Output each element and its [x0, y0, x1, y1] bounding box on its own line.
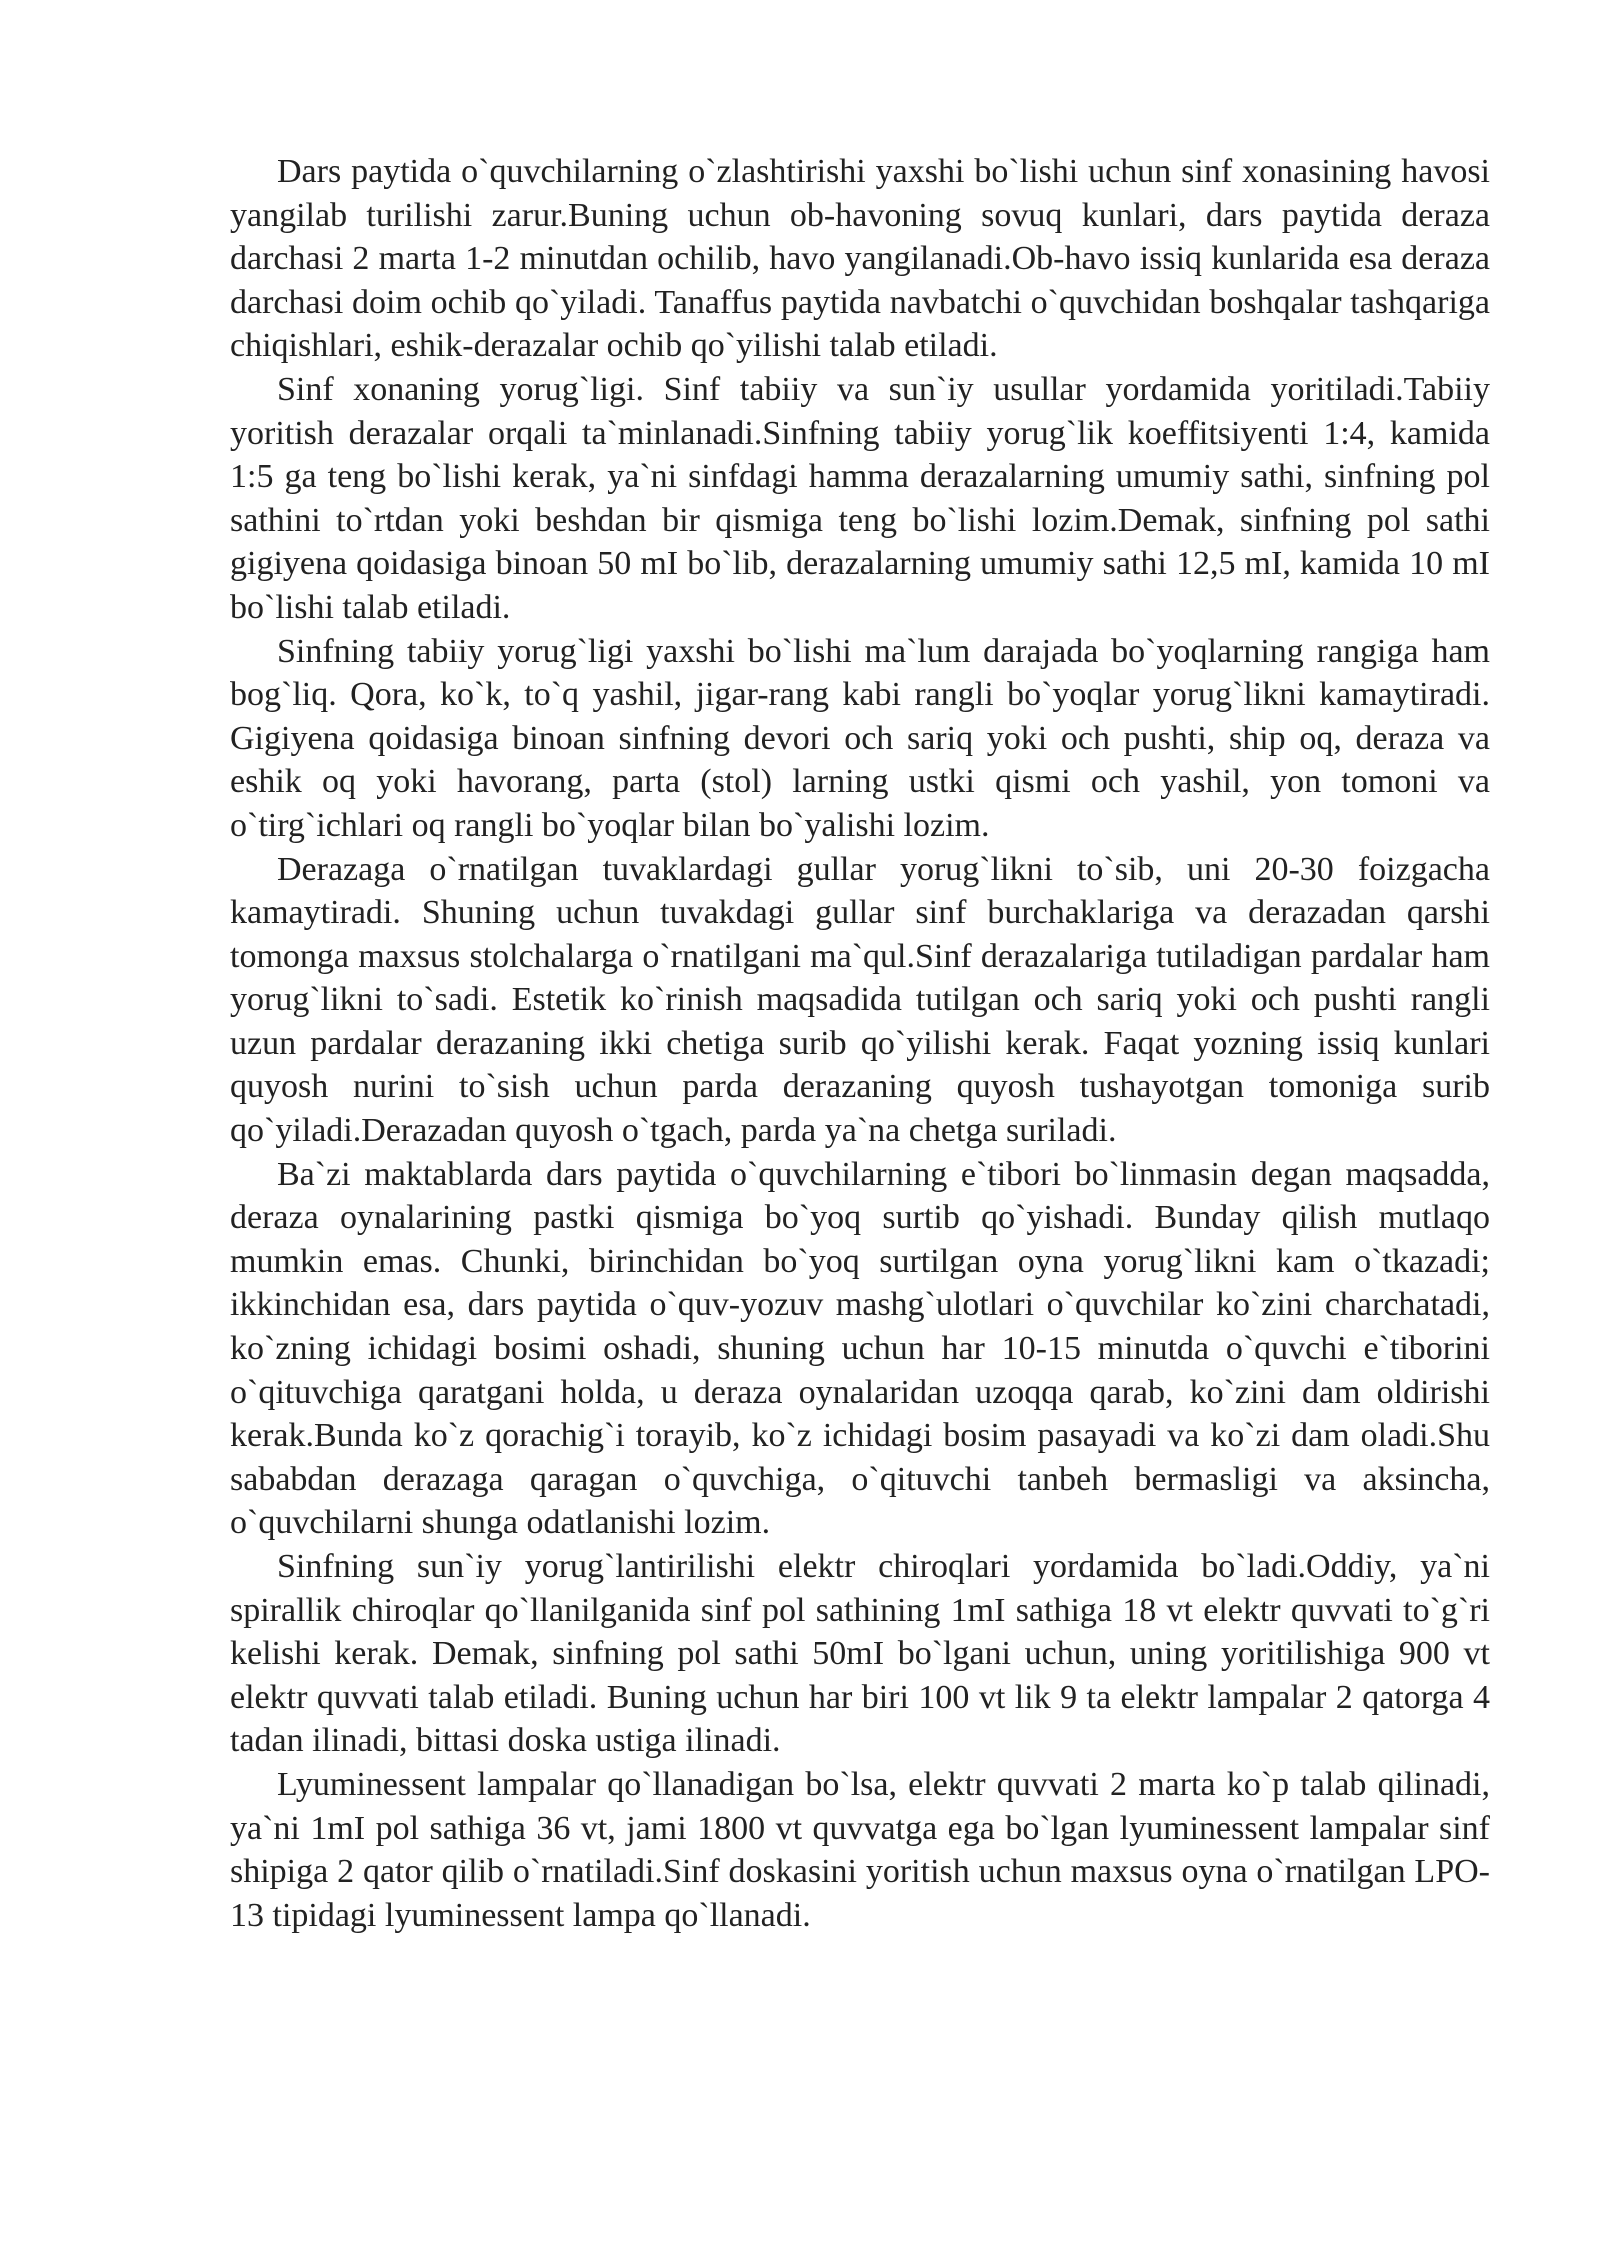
paragraph: Dars paytida o`quvchilarning o`zlashtirishi yaxshi bo`lishi uchun sinf xonasining havosi yangilab turilishi zarur.Buning uchun ob-havoning sovuq kunlari, dars paytida deraza darchasi 2 marta 1-2 minutdan ochilib, havo yangilanadi.Ob-havo issiq kunlarida esa deraza darchasi doim ochib qo`yiladi. Tanaffus paytida navbatchi o`quvchidan boshqalar tashqariga chiqishlari, eshik-derazalar ochib qo`yilishi talab etiladi. [230, 153, 1490, 365]
document-page [230, 150, 1490, 1937]
paragraph: Sinf xonaning yorug`ligi. Sinf tabiiy va sun`iy usullar yordamida yoritiladi.Tabiiy yoritish derazalar orqali ta`minlanadi.Sinfning tabiiy yorug`lik koeffitsiyenti 1:4, kamida 1:5 ga teng bo`lishi kerak, ya`ni sinfdagi hamma derazalarning umumiy sathi, sinfning pol sathini to`rtdan yoki beshdan bir qismiga teng bo`lishi lozim.Demak, sinfning pol sathi gigiyena qoidasiga binoan 50 mI bo`lib, derazalarning umumiy sathi 12,5 mI, kamida 10 mI bo`lishi talab etiladi. [230, 370, 1490, 626]
paragraph: Sinfning tabiiy yorug`ligi yaxshi bo`lishi ma`lum darajada bo`yoqlarning rangiga ham bog`liq. Qora, ko`k, to`q yashil, jigar-rang kabi rangli bo`yoqlar yorug`likni kamaytiradi. Gigiyena qoidasiga binoan sinfning devori och sariq yoki och pushti, ship oq, deraza va eshik oq yoki havorang, parta (stol) larning ustki qismi och yashil, yon tomoni va o`tirg`ichlari oq rangli bo`yoqlar bilan bo`yalishi lozim. [230, 632, 1490, 844]
paragraph: Lyuminessent lampalar qo`llanadigan bo`lsa, elektr quvvati 2 marta ko`p talab qilinadi, ya`ni 1mI pol sathiga 36 vt, jami 1800 vt quvvatga ega bo`lgan lyuminessent lampalar sinf shipiga 2 qator qilib o`rnatiladi.Sinf doskasini yoritish uchun maxsus oyna o`rnatilgan LPO-13 tipidagi lyuminessent lampa qo`llanadi. [230, 1765, 1490, 1934]
paragraph: Derazaga o`rnatilgan tuvaklardagi gullar yorug`likni to`sib, uni 20-30 foizgacha kamaytiradi. Shuning uchun tuvakdagi gullar sinf burchaklariga va derazadan qarshi tomonga maxsus stolchalarga o`rnatilgani ma`qul.Sinf derazalariga tutiladigan pardalar ham yorug`likni to`sadi. Estetik ko`rinish maqsadida tutilgan och sariq yoki och pushti rangli uzun pardalar derazaning ikki chetiga surib qo`yilishi kerak. Faqat yozning issiq kunlari quyosh nurini to`sish uchun parda derazaning quyosh tushayotgan tomoniga surib qo`yiladi.Derazadan quyosh o`tgach, parda ya`na chetga suriladi. [230, 850, 1490, 1150]
paragraph: Ba`zi maktablarda dars paytida o`quvchilarning e`tibori bo`linmasin degan maqsadda, deraza oynalarining pastki qismiga bo`yoq surtib qo`yishadi. Bunday qilish mutlaqo mumkin emas. Chunki, birinchidan bo`yoq surtilgan oyna yorug`likni kam o`tkazadi; ikkinchidan esa, dars paytida o`quv-yozuv mashg`ulotlari o`quvchilar ko`zini charchatadi, ko`zning ichidagi bosimi oshadi, shuning uchun har 10-15 minutda o`quvchi e`tiborini o`qituvchiga qaratgani holda, u deraza oynalaridan uzoqqa qarab, ko`zini dam oldirishi kerak.Bunda ko`z qorachig`i torayib, ko`z ichidagi bosim pasayadi va ko`zi dam oladi.Shu sababdan derazaga qaragan o`quvchiga, o`qituvchi tanbeh bermasligi va aksincha, o`quvchilarni shunga odatlanishi lozim. [230, 1155, 1490, 1542]
paragraph: Sinfning sun`iy yorug`lantirilishi elektr chiroqlari yordamida bo`ladi.Oddiy, ya`ni spirallik chiroqlar qo`llanilganida sinf pol sathining 1mI sathiga 18 vt elektr quvvati to`g`ri kelishi kerak. Demak, sinfning pol sathi 50mI bo`lgani uchun, uning yoritilishiga 900 vt elektr quvvati talab etiladi. Buning uchun har biri 100 vt lik 9 ta elektr lampalar 2 qatorga 4 tadan ilinadi, bittasi doska ustiga ilinadi. [230, 1548, 1490, 1760]
